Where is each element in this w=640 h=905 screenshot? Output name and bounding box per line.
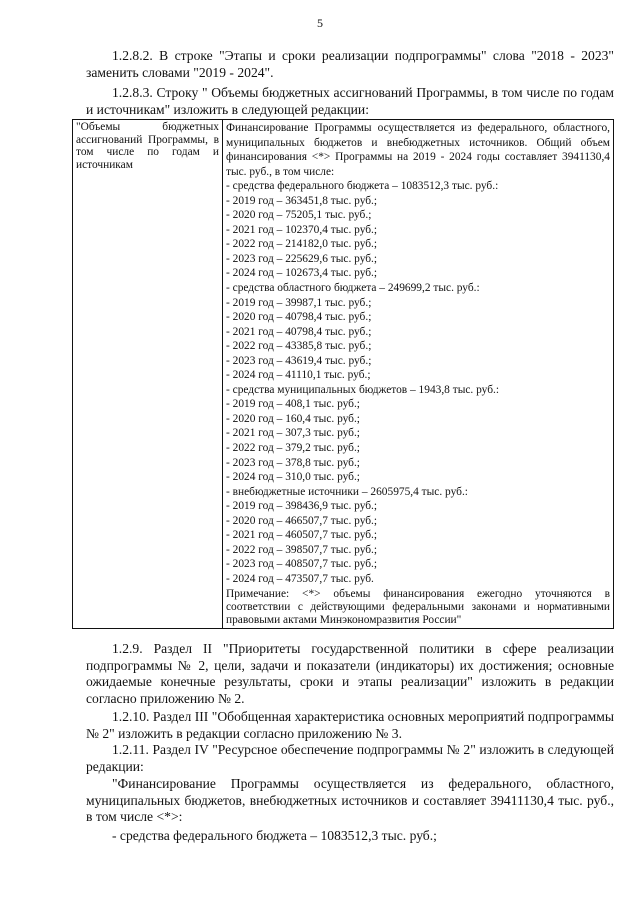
clause-1-2-11: 1.2.11. Раздел IV "Ресурсное обеспечение подпрограммы № 2" изложить в следующей редакции:: [86, 742, 614, 774]
financing-line: - 2020 год – 40798,4 тыс. руб.;: [226, 311, 372, 324]
financing-line: - 2024 год – 473507,7 тыс. руб.: [226, 572, 374, 585]
financing-line: - 2023 год – 225629,6 тыс. руб.;: [226, 252, 378, 265]
financing-intro: Финансирование Программы осуществляется из федерального, областного, муниципальных бюджетов и внебюджетных источников. Общий объем финансирования <*> Программы на 2019 - 2024 годы составляет 3941130,4 тыс. руб., в том числе:: [226, 122, 610, 178]
financing-quote: "Финансирование Программы осуществляется из федерального, областного, муниципальных бюджетов, внебюджетных источников и составляет 39411130,4 тыс. руб., в том числе <*>:: [86, 776, 614, 824]
table-label: "Объемы бюджетных ассигнований Программы, в том числе по годам и источникам: [76, 121, 219, 172]
financing-line: - 2020 год – 160,4 тыс. руб.;: [226, 412, 360, 425]
financing-note: Примечание: <*> объемы финансирования ежегодно уточняются в соответствии с действующими федеральными законами и нормативными правовыми актами Минэкономразвития России": [226, 587, 610, 626]
financing-line: - 2021 год – 307,3 тыс. руб.;: [226, 427, 360, 440]
financing-line: - средства федерального бюджета – 1083512,3 тыс. руб.:: [226, 180, 499, 193]
financing-line: - 2019 год – 398436,9 тыс. руб.;: [226, 500, 378, 513]
financing-line: - 2022 год – 379,2 тыс. руб.;: [226, 442, 360, 455]
financing-line: - 2020 год – 75205,1 тыс. руб.;: [226, 209, 372, 222]
financing-line: - 2021 год – 40798,4 тыс. руб.;: [226, 325, 372, 338]
financing-line: - 2019 год – 363451,8 тыс. руб.;: [226, 194, 378, 207]
financing-line: - 2022 год – 214182,0 тыс. руб.;: [226, 238, 378, 251]
financing-line: - 2024 год – 310,0 тыс. руб.;: [226, 471, 360, 484]
table-label-cell: [73, 120, 223, 629]
financing-line: - 2022 год – 398507,7 тыс. руб.;: [226, 543, 378, 556]
financing-line: - 2020 год – 466507,7 тыс. руб.;: [226, 514, 378, 527]
financing-line: - 2022 год – 43385,8 тыс. руб.;: [226, 340, 372, 353]
clause-1-2-9: 1.2.9. Раздел II "Приоритеты государственной политики в сфере реализации подпрограммы № 2, цели, задачи и показатели (индикаторы) их достижения; основные ожидаемые конечные результаты, сроки и этапы реализации" изложить в редакции согласно приложению № 2.: [86, 641, 614, 706]
page-number: 5: [317, 16, 323, 30]
financing-line: - 2019 год – 408,1 тыс. руб.;: [226, 398, 360, 411]
clause-1-2-8-3: 1.2.8.3. Строку " Объемы бюджетных ассигнований Программы, в том числе по годам и источникам" изложить в следующей редакции:: [86, 85, 614, 117]
financing-line: - внебюджетные источники – 2605975,4 тыс. руб.:: [226, 485, 468, 498]
table-content-cell: [223, 120, 614, 629]
financing-line: - средства областного бюджета – 249699,2 тыс. руб.:: [226, 282, 480, 295]
federal-budget-bullet: - средства федерального бюджета – 1083512,3 тыс. руб.;: [112, 828, 437, 843]
financing-line: - 2019 год – 39987,1 тыс. руб.;: [226, 296, 372, 309]
financing-line: - 2021 год – 102370,4 тыс. руб.;: [226, 223, 378, 236]
financing-lines: [226, 179, 610, 586]
clause-1-2-8-2: 1.2.8.2. В строке "Этапы и сроки реализации подпрограммы" слова "2018 - 2023" заменить словами "2019 - 2024".: [86, 48, 614, 80]
financing-line: - 2021 год – 460507,7 тыс. руб.;: [226, 529, 378, 542]
financing-line: - средства муниципальных бюджетов – 1943,8 тыс. руб.:: [226, 383, 500, 396]
financing-line: - 2023 год – 378,8 тыс. руб.;: [226, 456, 360, 469]
clause-1-2-10: 1.2.10. Раздел III "Обобщенная характеристика основных мероприятий подпрограммы № 2" изложить в редакции согласно приложению № 3.: [86, 709, 614, 741]
financing-line: - 2023 год – 408507,7 тыс. руб.;: [226, 558, 378, 571]
financing-line: - 2024 год – 41110,1 тыс. руб.;: [226, 369, 371, 382]
financing-line: - 2023 год – 43619,4 тыс. руб.;: [226, 354, 372, 367]
financing-table: [72, 119, 614, 629]
financing-line: - 2024 год – 102673,4 тыс. руб.;: [226, 267, 378, 280]
